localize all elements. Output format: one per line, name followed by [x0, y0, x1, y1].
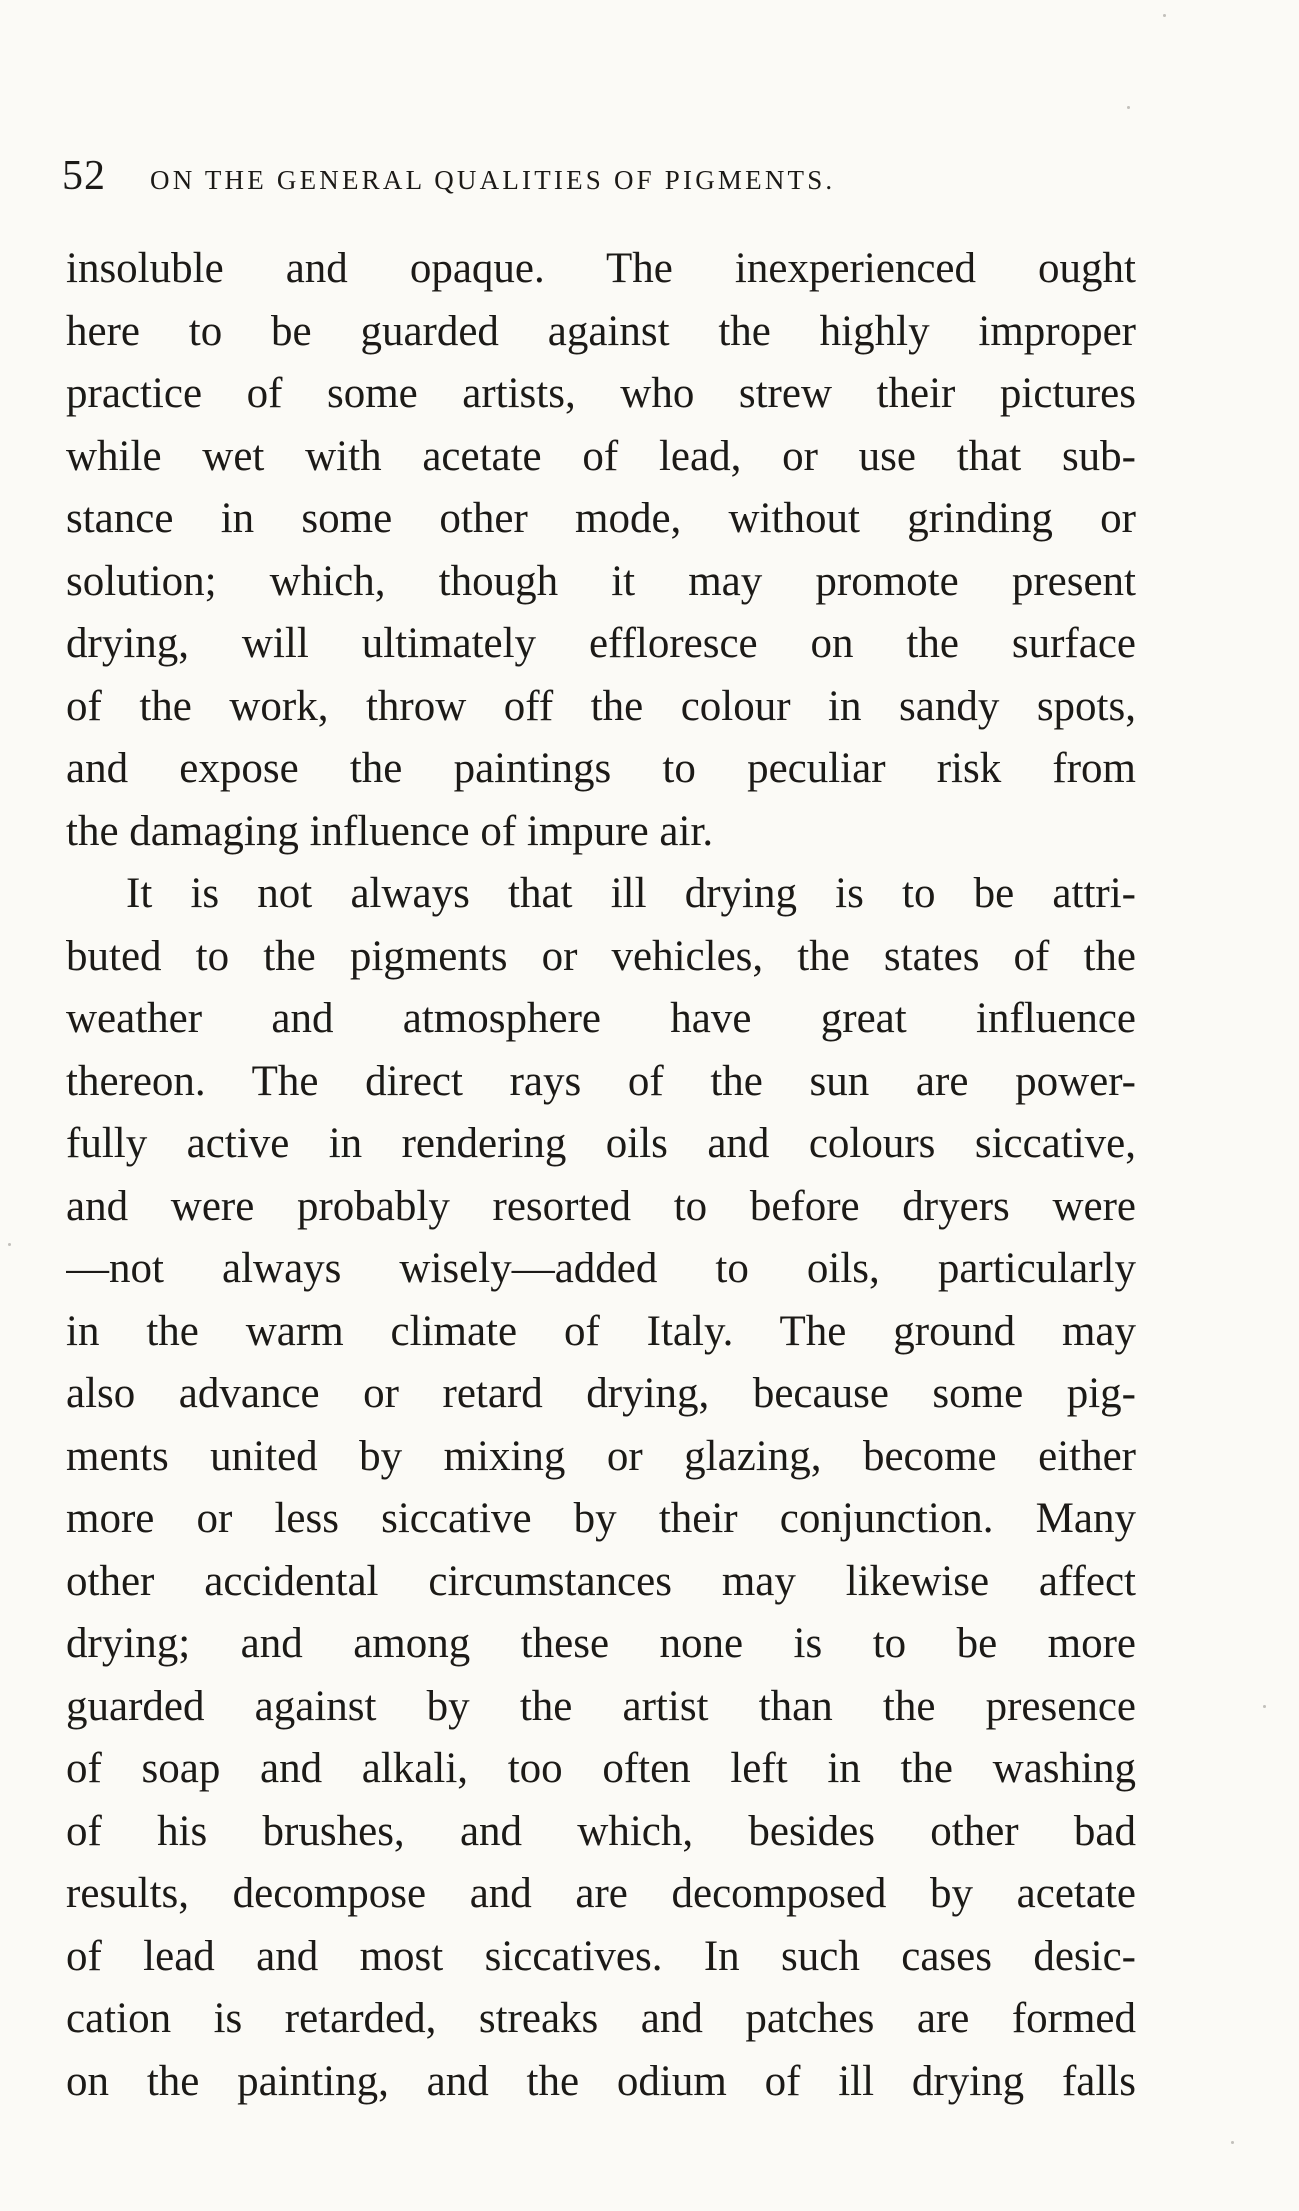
text-line: practice of some artists, who strew their pictures — [66, 370, 1136, 417]
text-line: of soap and alkali, too often left in the washing — [66, 1745, 1136, 1792]
text-line: guarded against by the artist than the presence — [66, 1682, 1136, 1730]
text-line: of his brushes, and which, besides other bad — [66, 1807, 1136, 1855]
text-line: cation is retarded, streaks and patches are formed — [66, 1995, 1136, 2042]
text-line: drying; and among these none is to be more — [66, 1620, 1136, 1667]
text-line: the damaging influence of impure air. — [66, 807, 714, 855]
text-line: solution; which, though it may promote present — [66, 557, 1136, 605]
text-line: —not always wisely—added to oils, particularly — [66, 1245, 1136, 1292]
text-line: It is not always that ill drying is to be attri- — [126, 870, 1136, 917]
text-line: insoluble and opaque. The inexperienced ought — [66, 245, 1136, 292]
scan-speck — [1163, 14, 1166, 17]
text-line: stance in some other mode, without grinding or — [66, 495, 1136, 542]
body-text — [66, 238, 1136, 2113]
running-head — [62, 152, 1142, 199]
text-line: drying, will ultimately effloresce on the surface — [66, 620, 1136, 667]
text-line: and were probably resorted to before dryers were — [66, 1182, 1136, 1230]
scan-speck — [1127, 106, 1130, 109]
text-line: of the work, throw off the colour in sandy spots, — [66, 682, 1136, 730]
text-line: of lead and most siccatives. In such cases desic- — [66, 1932, 1136, 1980]
text-line: here to be guarded against the highly improper — [66, 307, 1136, 355]
text-line: buted to the pigments or vehicles, the states of the — [66, 932, 1136, 980]
text-line: on the painting, and the odium of ill drying falls — [66, 2057, 1136, 2105]
text-line: fully active in rendering oils and colours siccative, — [66, 1120, 1136, 1167]
scan-speck — [1231, 2141, 1234, 2144]
text-line: and expose the paintings to peculiar risk from — [66, 745, 1136, 792]
text-line: in the warm climate of Italy. The ground may — [66, 1307, 1136, 1355]
page-number: 52 — [62, 153, 106, 199]
text-line: also advance or retard drying, because some pig- — [66, 1370, 1136, 1417]
text-line: while wet with acetate of lead, or use that sub- — [66, 432, 1136, 480]
running-title: ON THE GENERAL QUALITIES OF PIGMENTS. — [150, 165, 836, 195]
text-line: results, decompose and are decomposed by acetate — [66, 1870, 1136, 1917]
text-line: more or less siccative by their conjunction. Many — [66, 1495, 1136, 1542]
text-line: weather and atmosphere have great influence — [66, 995, 1136, 1042]
text-line: ments united by mixing or glazing, become either — [66, 1432, 1136, 1480]
text-line: thereon. The direct rays of the sun are power- — [66, 1057, 1136, 1105]
scan-speck — [8, 1243, 11, 1246]
scan-speck — [1263, 1705, 1266, 1708]
text-line: other accidental circumstances may likewise affect — [66, 1557, 1136, 1605]
